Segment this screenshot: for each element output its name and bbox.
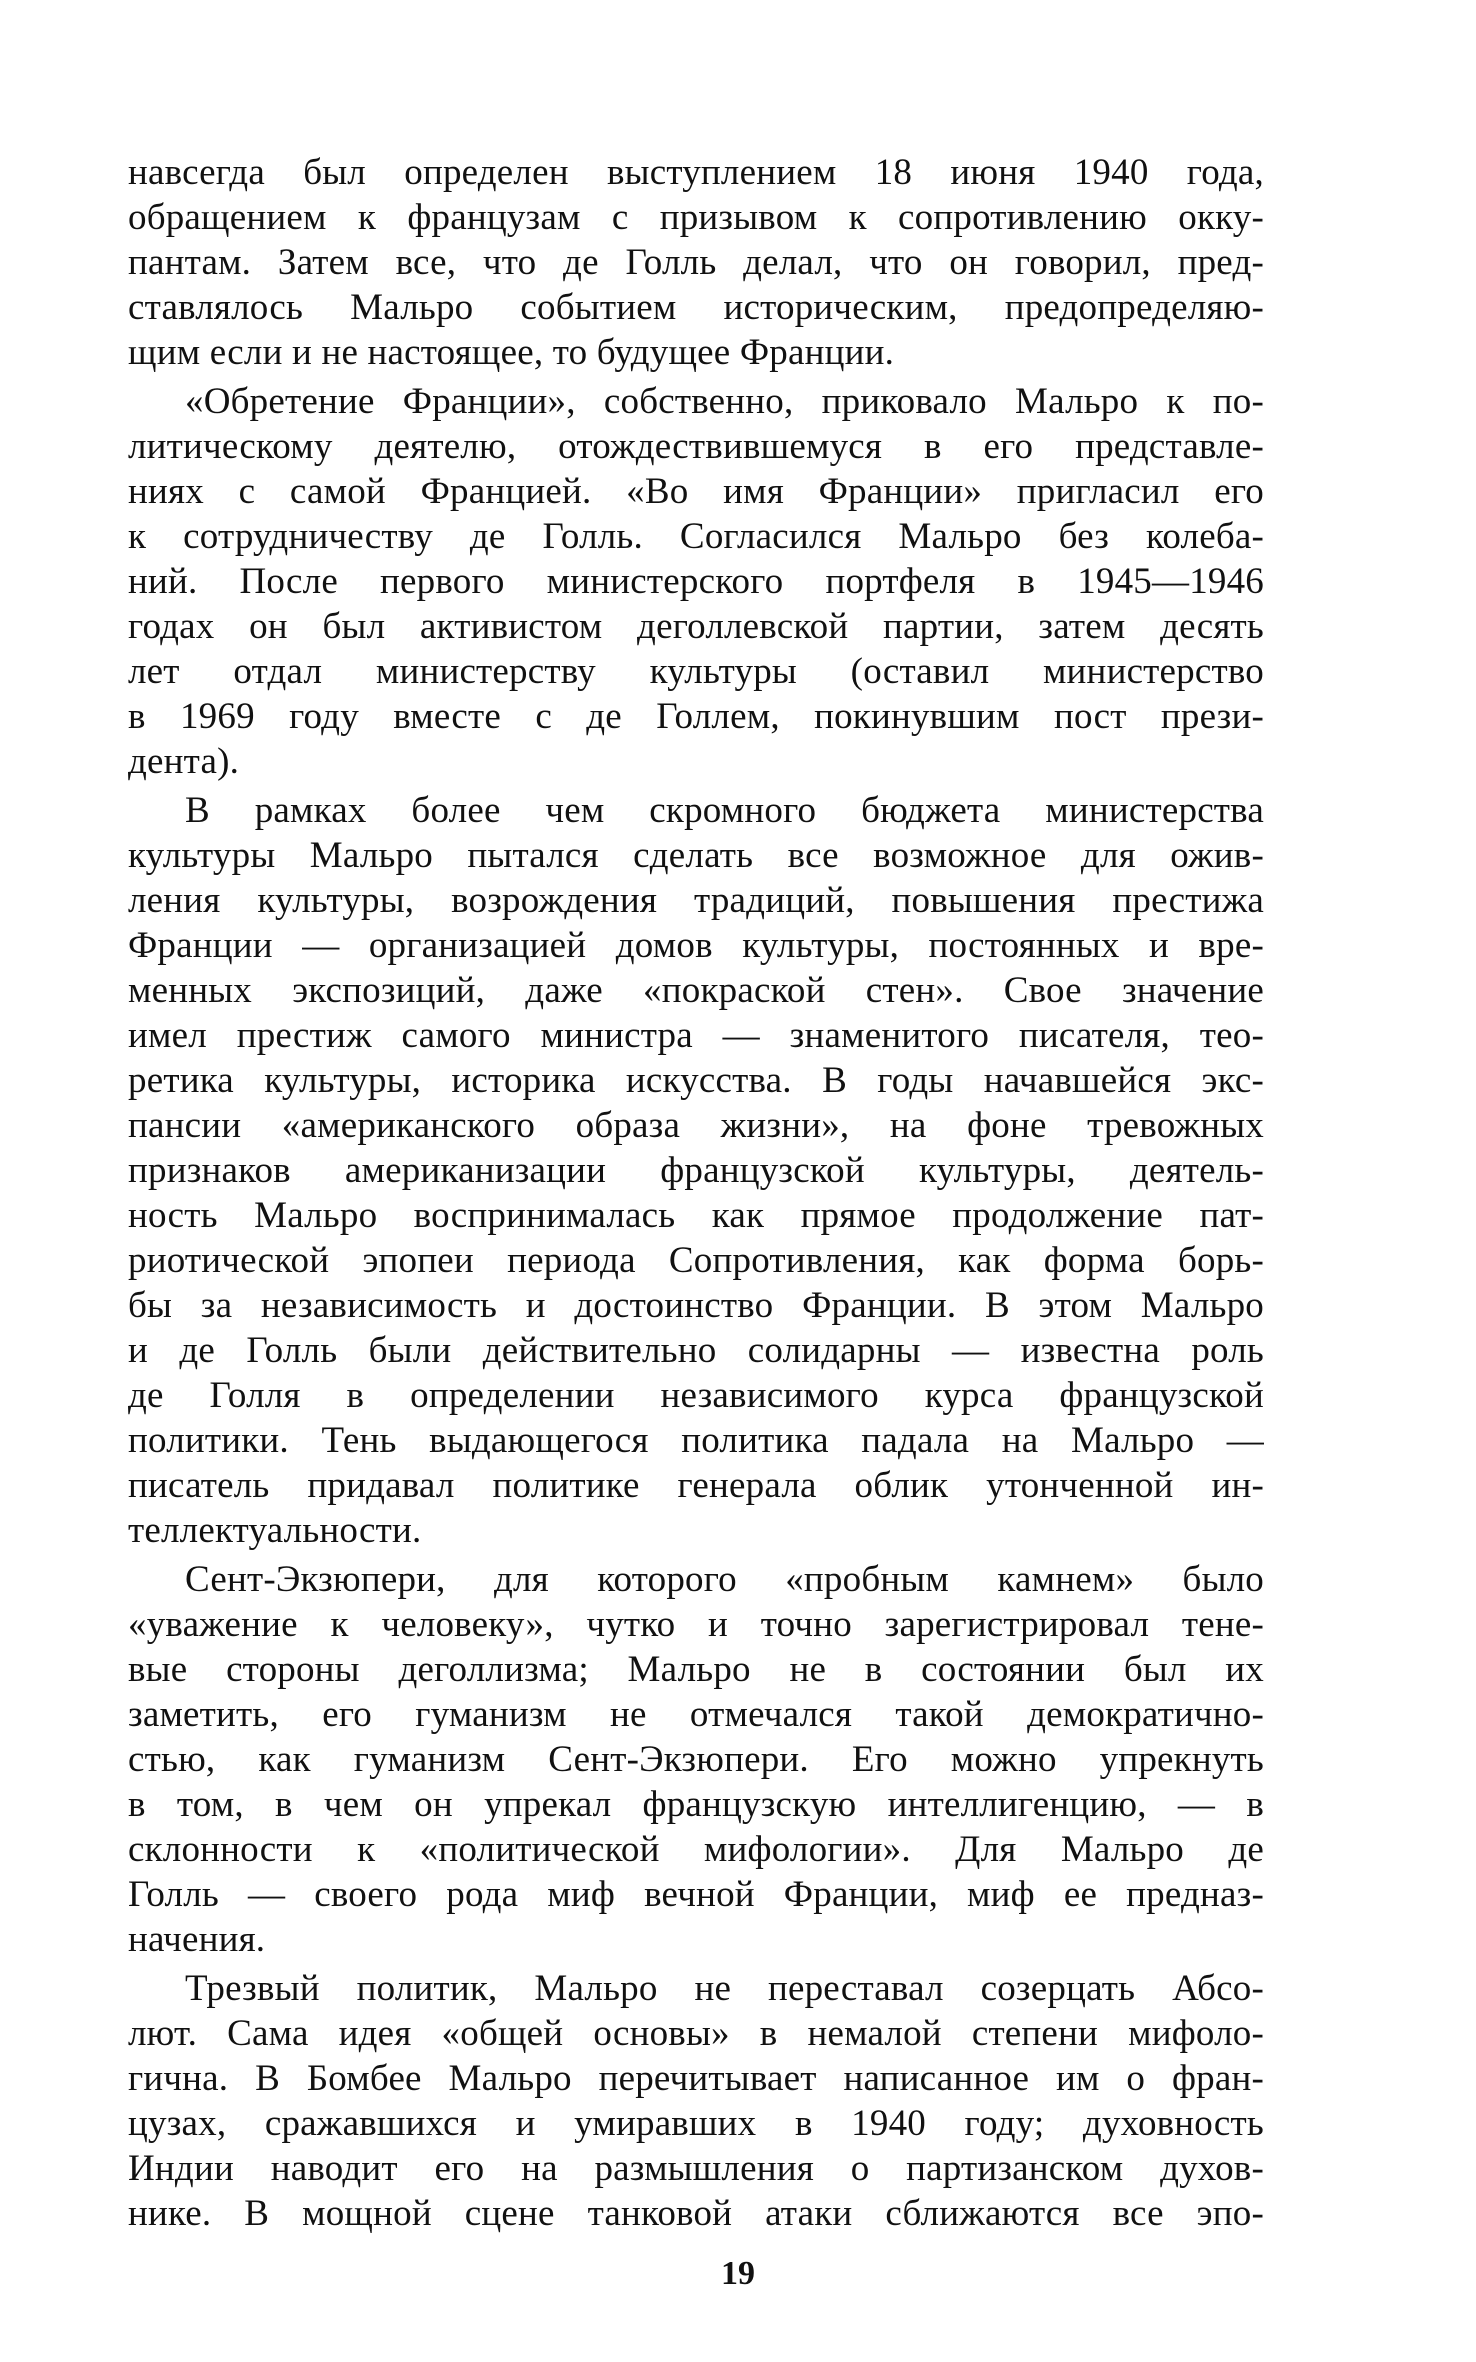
text-line: ниях с самой Францией. «Во имя Франции» пригласил его (128, 471, 1264, 512)
text-line: обращением к французам с призывом к сопротивлению окку- (128, 197, 1264, 238)
text-line: Трезвый политик, Мальро не переставал созерцать Абсо- (185, 1968, 1264, 2009)
text-line: щим если и не настоящее, то будущее Франции. (128, 332, 895, 373)
text-line: начения. (128, 1919, 266, 1960)
text-line: В рамках более чем скромного бюджета министерства (185, 790, 1264, 831)
text-line: бы за независимость и достоинство Франции. В этом Мальро (128, 1285, 1264, 1326)
text-line: вые стороны деголлизма; Мальро не в состоянии был их (128, 1649, 1264, 1690)
text-line: пантам. Затем все, что де Голль делал, что он говорил, пред- (128, 242, 1264, 283)
text-line: культуры Мальро пытался сделать все возможное для ожив- (128, 835, 1264, 876)
paragraph-3 (128, 788, 1264, 1553)
text-line: цузах, сражавшихся и умиравших в 1940 году; духовность (128, 2103, 1264, 2144)
text-line: к сотрудничеству де Голль. Согласился Мальро без колеба- (128, 516, 1264, 557)
text-line: лет отдал министерству культуры (оставил министерство (128, 651, 1264, 692)
text-line: признаков американизации французской культуры, деятель- (128, 1150, 1264, 1191)
text-line: ний. После первого министерского портфеля в 1945—1946 (128, 561, 1264, 602)
text-line: писатель придавал политике генерала облик утонченной ин- (128, 1465, 1264, 1506)
text-block (128, 150, 1264, 2236)
text-line: риотической эпопеи периода Сопротивления, как форма борь- (128, 1240, 1264, 1281)
text-line: заметить, его гуманизм не отмечался такой демократично- (128, 1694, 1264, 1735)
text-line: ретика культуры, историка искусства. В годы начавшейся экс- (128, 1060, 1264, 1101)
text-line: навсегда был определен выступлением 18 июня 1940 года, (128, 152, 1264, 193)
text-line: Голль — своего рода миф вечной Франции, миф ее предназ- (128, 1874, 1264, 1915)
text-line: ления культуры, возрождения традиций, повышения престижа (128, 880, 1264, 921)
text-line: «уважение к человеку», чутко и точно зарегистрировал тене- (128, 1604, 1264, 1645)
text-line: стью, как гуманизм Сент-Экзюпери. Его можно упрекнуть (128, 1739, 1264, 1780)
text-line: ставлялось Мальро событием историческим, предопределяю- (128, 287, 1264, 328)
page-body (128, 150, 1264, 2236)
paragraph-2 (128, 379, 1264, 784)
text-line: де Голля в определении независимого курса французской (128, 1375, 1264, 1416)
text-line: ность Мальро воспринималась как прямое продолжение пат- (128, 1195, 1264, 1236)
text-line: в том, в чем он упрекал французскую интеллигенцию, — в (128, 1784, 1264, 1825)
text-line: Индии наводит его на размышления о партизанском духов- (128, 2148, 1264, 2189)
text-line: гична. В Бомбее Мальро перечитывает написанное им о фран- (128, 2058, 1264, 2099)
text-line: политики. Тень выдающегося политика падала на Мальро — (128, 1420, 1264, 1461)
text-line: Сент-Экзюпери, для которого «пробным камнем» было (185, 1559, 1264, 1600)
page-number: 19 (721, 2255, 755, 2292)
text-line: годах он был активистом деголлевской партии, затем десять (128, 606, 1264, 647)
text-line: пансии «американского образа жизни», на фоне тревожных (128, 1105, 1264, 1146)
text-line: литическому деятелю, отождествившемуся в его представле- (128, 426, 1264, 467)
text-line: и де Голль были действительно солидарны — известна роль (128, 1330, 1264, 1371)
paragraph-1 (128, 150, 1264, 375)
text-line: нике. В мощной сцене танковой атаки сближаются все эпо- (128, 2193, 1264, 2234)
text-line: лют. Сама идея «общей основы» в немалой степени мифоло- (128, 2013, 1264, 2054)
text-line: склонности к «политической мифологии». Для Мальро де (128, 1829, 1264, 1870)
text-line: «Обретение Франции», собственно, приковало Мальро к по- (185, 381, 1264, 422)
paragraph-4 (128, 1557, 1264, 1962)
text-line: менных экспозиций, даже «покраской стен». Свое значение (128, 970, 1264, 1011)
text-line: в 1969 году вместе с де Голлем, покинувшим пост прези- (128, 696, 1264, 737)
text-line: имел престиж самого министра — знаменитого писателя, тео- (128, 1015, 1264, 1056)
paragraph-5 (128, 1966, 1264, 2236)
text-line: Франции — организацией домов культуры, постоянных и вре- (128, 925, 1264, 966)
text-line: теллектуальности. (128, 1510, 422, 1551)
text-line: дента). (128, 741, 240, 782)
